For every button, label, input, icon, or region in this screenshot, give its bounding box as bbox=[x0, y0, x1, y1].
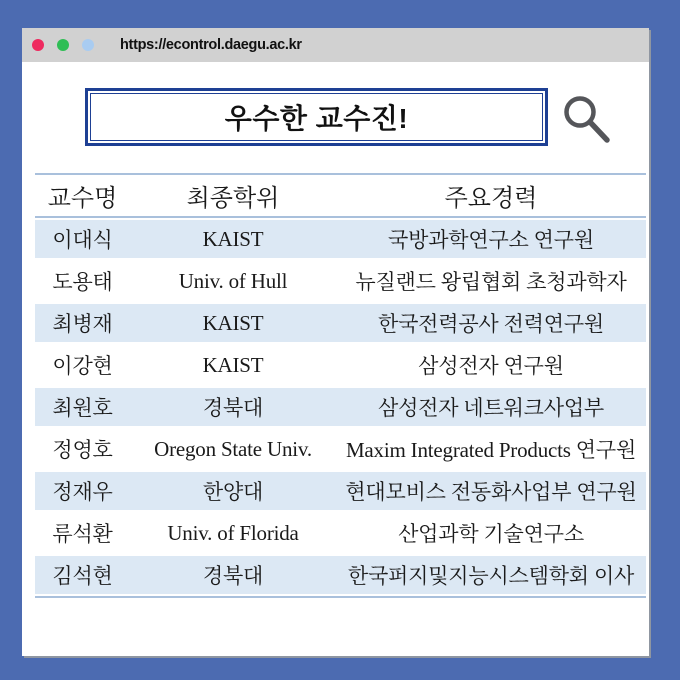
final-degree-cell: Univ. of Florida bbox=[167, 520, 299, 545]
table-row bbox=[35, 302, 646, 344]
major-career-cell: 국방과학연구소 연구원 bbox=[388, 228, 594, 252]
table-row bbox=[35, 554, 646, 596]
final-degree-cell: 한양대 bbox=[202, 480, 264, 504]
professor-name-cell: 도용태 bbox=[52, 270, 113, 294]
search-query-text: 우수한 교수진! bbox=[224, 103, 409, 134]
table-row bbox=[35, 470, 646, 512]
professor-name-cell: 이대식 bbox=[52, 228, 113, 252]
close-traffic-light-icon[interactable] bbox=[32, 39, 44, 51]
professor-name-cell: 최원호 bbox=[52, 396, 113, 420]
minimize-traffic-light-icon[interactable] bbox=[57, 39, 69, 51]
table-header-career: 주요경력 bbox=[444, 186, 538, 212]
major-career-cell: 뉴질랜드 왕립협회 초청과학자 bbox=[355, 270, 627, 294]
table-row bbox=[35, 260, 646, 302]
professor-name-cell: 류석환 bbox=[52, 522, 113, 546]
major-career-cell: Maxim Integrated Products 연구원 bbox=[345, 438, 637, 462]
professor-name-cell: 정재우 bbox=[52, 480, 113, 504]
final-degree-cell: KAIST bbox=[202, 310, 264, 335]
professor-name-cell: 최병재 bbox=[52, 312, 113, 336]
maximize-traffic-light-icon[interactable] bbox=[82, 39, 94, 51]
major-career-cell: 산업과학 기술연구소 bbox=[398, 522, 584, 546]
table-row bbox=[35, 386, 646, 428]
major-career-cell: 삼성전자 연구원 bbox=[418, 354, 564, 378]
address-bar-url[interactable]: https://econtrol.daegu.ac.kr bbox=[120, 37, 302, 53]
final-degree-cell: Univ. of Hull bbox=[178, 268, 288, 293]
major-career-cell: 삼성전자 네트워크사업부 bbox=[378, 396, 604, 420]
final-degree-cell: Oregon State Univ. bbox=[154, 436, 312, 461]
table-body bbox=[35, 218, 646, 596]
table-row bbox=[35, 428, 646, 470]
table-row bbox=[35, 512, 646, 554]
browser-window bbox=[22, 28, 649, 656]
table-header-degree: 최종학위 bbox=[186, 186, 280, 212]
final-degree-cell: KAIST bbox=[202, 352, 264, 377]
professor-name-cell: 김석현 bbox=[52, 564, 113, 588]
professor-name-cell: 이강현 bbox=[52, 354, 113, 378]
search-input[interactable] bbox=[85, 88, 548, 146]
browser-titlebar bbox=[22, 28, 649, 62]
major-career-cell: 한국퍼지및지능시스템학회 이사 bbox=[347, 564, 635, 588]
search-icon[interactable] bbox=[556, 84, 614, 146]
final-degree-cell: KAIST bbox=[202, 226, 264, 251]
table-header-professor: 교수명 bbox=[47, 186, 118, 212]
professor-name-cell: 정영호 bbox=[52, 438, 113, 462]
final-degree-cell: 경북대 bbox=[202, 564, 264, 588]
table-row bbox=[35, 218, 646, 260]
major-career-cell: 현대모비스 전동화사업부 연구원 bbox=[345, 480, 637, 504]
major-career-cell: 한국전력공사 전력연구원 bbox=[378, 312, 604, 336]
table-header-row bbox=[35, 173, 646, 218]
table-row bbox=[35, 344, 646, 386]
faculty-table bbox=[35, 173, 646, 598]
final-degree-cell: 경북대 bbox=[202, 396, 264, 420]
